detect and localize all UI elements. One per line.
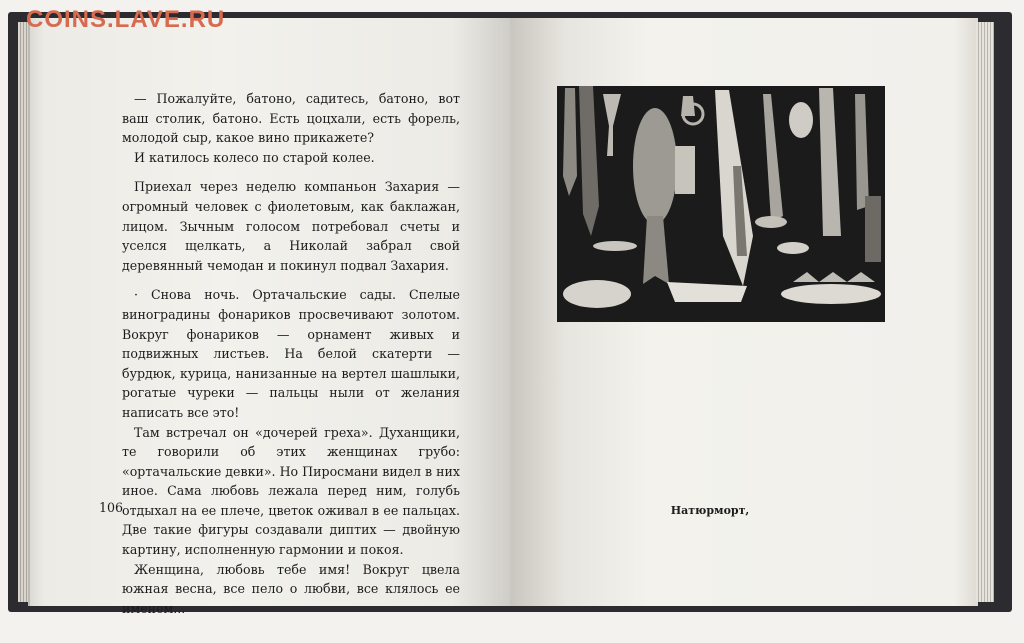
- illustration-caption: Натюрморт,: [670, 504, 750, 517]
- page-number: 106: [99, 500, 124, 515]
- watermark: COINS.LAVE.RU: [26, 6, 226, 33]
- left-page-text: [122, 89, 460, 618]
- paragraph: Приехал через неделю компаньон Захария — огромный человек с фиолетовым, как баклажан, лицом. Зычным голосом потребовал счеты и уселся щелкать, а Николай забрал свой деревянный чемодан и покинул подвал Захария.: [122, 179, 460, 273]
- left-page-edges: [18, 22, 30, 602]
- paragraph: · Снова ночь. Ортачальские сады. Спелые виноградины фонариков просвечивают золотом. Вокруг фонариков — орнамент живых и подвижных листьев. На белой скатерти — бурдюк, курица, нанизанные на вертел шашлыки, рогатые чуреки — пальцы ныли от желания написать все это!: [122, 287, 460, 420]
- paragraph: Женщина, любовь тебе имя! Вокруг цвела южная весна, все пело о любви, все клялось ее именем...: [122, 561, 460, 616]
- right-page-edges: [976, 22, 994, 602]
- paragraph: — Пожалуйте, батоно, садитесь, батоно, вот ваш столик, батоно. Есть цоцхали, есть форель, молодой сыр, какое вино прикажете?: [122, 91, 460, 146]
- paragraph: И катилось колесо по старой колее.: [134, 149, 375, 165]
- still-life-painting-icon: [557, 86, 885, 322]
- paragraph: Там встречал он «дочерей греха». Духанщики, те говорили об этих женщинах грубо: «ортачальские девки». Но Пиросмани видел в них иное. Сама любовь лежала перед ним, голубь отдыхал на ее плече, цветок оживал в ее пальцах. Две такие фигуры создавали диптих — двойную картину, исполненную гармонии и покоя.: [122, 424, 460, 558]
